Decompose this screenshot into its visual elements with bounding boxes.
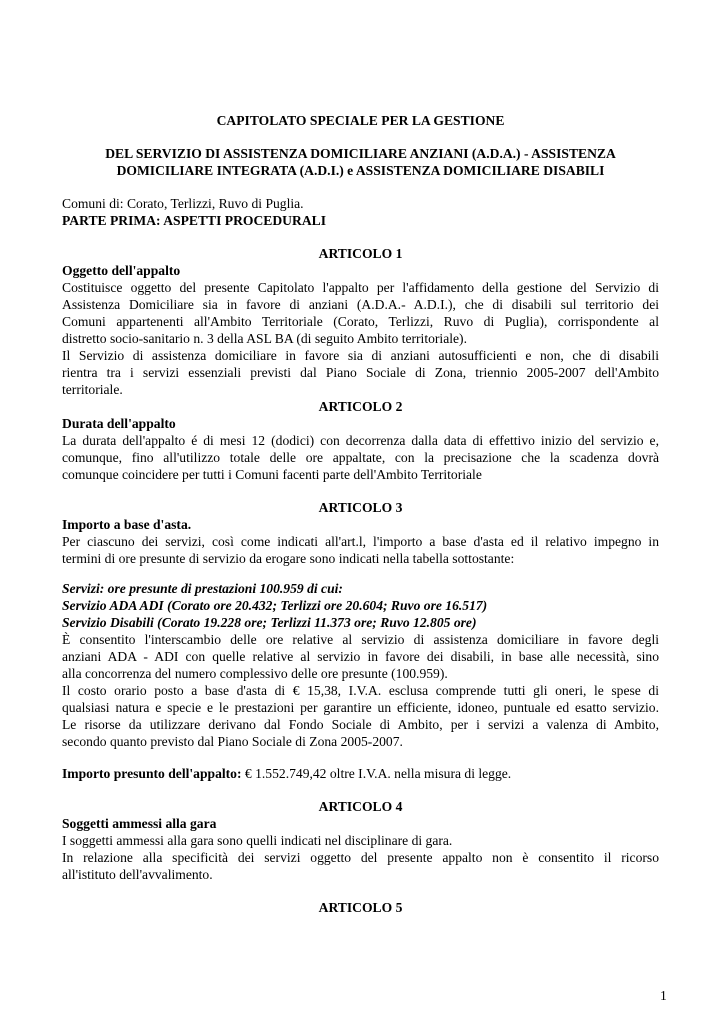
article-4-subheading: Soggetti ammessi alla gara: [62, 816, 217, 831]
paragraph-line: rientra tra i servizi essenziali previsti dal Piano Sociale di Zona, triennio 2005-2007 dell'Ambito: [62, 365, 659, 380]
paragraph-line: distretto socio-sanitario n. 3 della ASL BA (di seguito Ambito territoriale).: [62, 331, 467, 346]
page-number: 1: [660, 988, 667, 1003]
article-1-heading: ARTICOLO 1: [318, 246, 403, 261]
paragraph-line: È consentito l'interscambio delle ore relative al servizio di assistenza domiciliare in favore degli: [62, 632, 659, 647]
paragraph-line: all'istituto dell'avvalimento.: [62, 867, 213, 882]
paragraph-line: Il costo orario posto a base d'asta di € 15,38, I.V.A. esclusa comprende tutti gli oneri, le spese di: [62, 683, 659, 698]
article-5-heading: ARTICOLO 5: [318, 900, 403, 915]
importo-line: [62, 765, 659, 782]
paragraph-line: Le risorse da utilizzare derivano dal Fondo Sociale di Ambito, per i servizi a valenza di Ambito,: [62, 717, 659, 732]
services-disabili-line: Servizio Disabili (Corato 19.228 ore; Terlizzi 11.373 ore; Ruvo 12.805 ore): [62, 615, 477, 630]
article-3-subheading: Importo a base d'asta.: [62, 517, 192, 532]
paragraph-line: secondo quanto previsto dal Piano Sociale di Zona 2005-2007.: [62, 734, 403, 749]
paragraph-line: Costituisce oggetto del presente Capitolato l'appalto per l'affidamento della gestione del Servizio di: [62, 280, 659, 295]
parte-prima-heading: PARTE PRIMA: ASPETTI PROCEDURALI: [62, 213, 326, 228]
article-2-heading: ARTICOLO 2: [318, 399, 403, 414]
paragraph-line: Comuni appartenenti all'Ambito Territoriale (Corato, Terlizzi, Ruvo di Puglia), corrispondente al: [62, 314, 659, 329]
comuni-line: Comuni di: Corato, Terlizzi, Ruvo di Puglia.: [62, 196, 304, 211]
article-4-heading: ARTICOLO 4: [318, 799, 403, 814]
services-total-line: Servizi: ore presunte di prestazioni 100.959 di cui:: [62, 581, 343, 596]
importo-label: Importo presunto dell'appalto:: [62, 766, 242, 781]
paragraph-line: qualsiasi natura e specie e le prestazioni per garantire un efficiente, idoneo, puntuale ed esatto servizio.: [62, 700, 659, 715]
article-2-subheading: Durata dell'appalto: [62, 416, 176, 431]
importo-value: € 1.552.749,42 oltre I.V.A. nella misura di legge.: [241, 766, 512, 781]
paragraph-line: territoriale.: [62, 382, 123, 397]
paragraph-line: comunque coincidere per tutti i Comuni facenti parte dell'Ambito Territoriale: [62, 467, 482, 482]
services-ada-adi-line: Servizio ADA ADI (Corato ore 20.432; Terlizzi ore 20.604; Ruvo ore 16.517): [62, 598, 488, 613]
title-line-3: DOMICILIARE INTEGRATA (A.D.I.) e ASSISTENZA DOMICILIARE DISABILI: [116, 163, 605, 178]
paragraph-line: In relazione alla specificità dei servizi oggetto del presente appalto non è consentito il ricorso: [62, 850, 659, 865]
paragraph-line: Per ciascuno dei servizi, così come indicati all'art.l, l'importo a base d'asta ed il relativo impegno in: [62, 534, 659, 549]
paragraph-line: Il Servizio di assistenza domiciliare in favore sia di anziani autosufficienti e non, che di disabili: [62, 348, 659, 363]
title-line-1: CAPITOLATO SPECIALE PER LA GESTIONE: [216, 113, 505, 128]
paragraph-line: La durata dell'appalto é di mesi 12 (dodici) con decorrenza dalla data di effettivo inizio del servizio e,: [62, 433, 659, 448]
paragraph-line: Assistenza Domiciliare sia in favore di anziani (A.D.A.- A.D.I.), che di disabili sul territorio dei: [62, 297, 659, 312]
paragraph-line: termini di ore presunte di servizio da erogare sono indicati nella tabella sottostante:: [62, 551, 515, 566]
article-1-subheading: Oggetto dell'appalto: [62, 263, 181, 278]
paragraph-line: comunque, fino all'utilizzo totale delle ore appaltate, con la precisazione che la scadenza dovrà: [62, 450, 659, 465]
paragraph-line: alla concorrenza del numero complessivo delle ore presunte (100.959).: [62, 666, 448, 681]
article-3-heading: ARTICOLO 3: [318, 500, 403, 515]
paragraph-line: anziani ADA - ADI con quelle relative al servizio in favore dei disabili, in base alle necessità, sino: [62, 649, 659, 664]
paragraph-line: I soggetti ammessi alla gara sono quelli indicati nel disciplinare di gara.: [62, 833, 453, 848]
title-line-2: DEL SERVIZIO DI ASSISTENZA DOMICILIARE ANZIANI (A.D.A.) - ASSISTENZA: [105, 146, 616, 161]
